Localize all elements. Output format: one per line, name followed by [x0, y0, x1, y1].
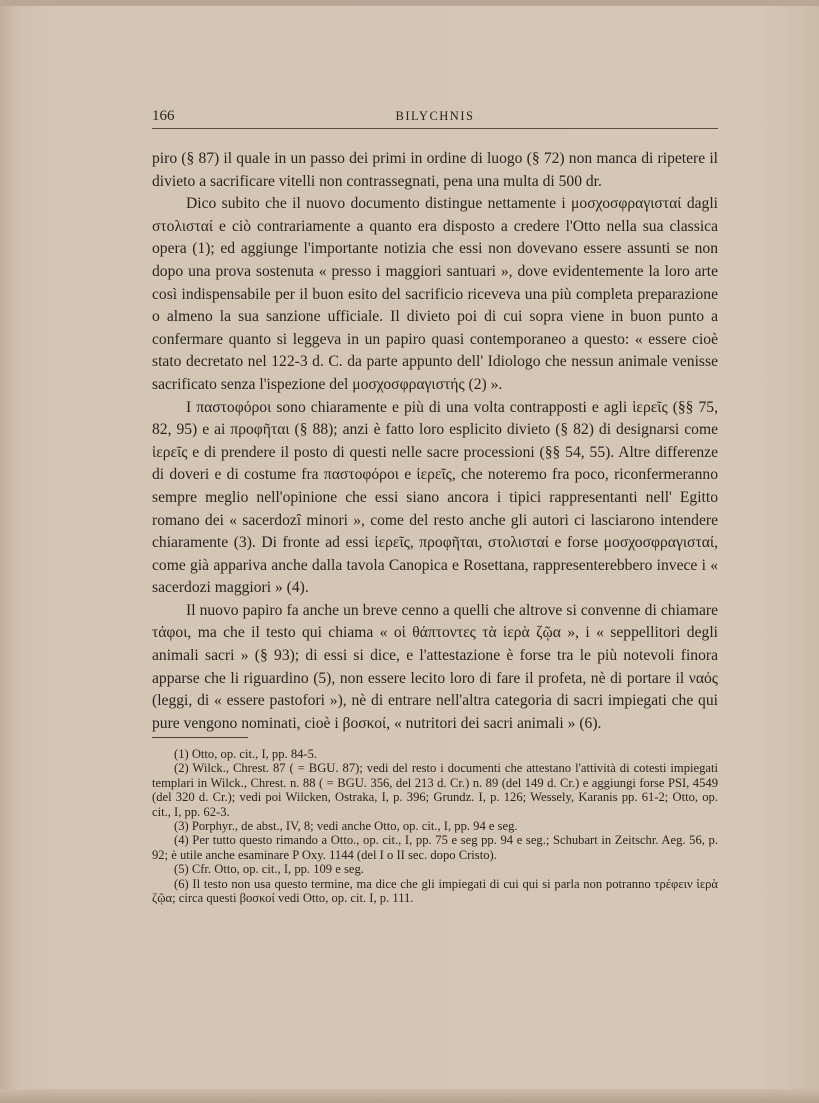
footnote-rule [152, 737, 248, 738]
paragraph-3: I παστοφόροι sono chiaramente e più di una volta contrapposti e agli ἱερεῖς (§§ 75, 82, 95) e ai προφῆται (§ 88); anzi è fatto loro esplicito divieto (§ 82) di designarsi come ἱερεῖς e di prendere il posto di questi nelle sacre processioni (§§ 54, 55). Altre differenze di doveri e di costume fra παστοφόροι e ἱερεῖς, che noteremo fra poco, riconfermeranno sempre meglio nell'opinione che essi siano ancora i tipici rappresentanti nell' Egitto romano dei « sacerdozî minori », come del resto anche gli autori ci lasciarono intendere chiaramente (3). Di fronte ad essi ἱερεῖς, προφῆται, στολισταί e forse μοσχοσφραγισταί, come già appariva anche dalla tavola Canopica e Rosettana, rappresenterebbero invece i « sacerdozi maggiori » (4). [152, 398, 718, 597]
page-number: 166 [152, 108, 175, 124]
paragraph-1: piro (§ 87) il quale in un passo dei primi in ordine di luogo (§ 72) non manca di ripetere il divieto a sacrificare vitelli non contrassegnati, pena una multa di 500 dr. [152, 150, 718, 190]
running-header [152, 108, 718, 128]
footnote-2: (2) Wilck., Chrest. 87 ( = BGU. 87); vedi del resto i documenti che attestano l'attività di cotesti impiegati templari in Wilck., Chrest. n. 88 ( = BGU. 356, del 213 d. Cr.) n. 89 (del 149 d. Cr.) e aggiungi forse PSI, 4549 (del 320 d. Cr.); vedi poi Wilcken, Ostraka, I, p. 396; Grundz. I, p. 126; Wessely, Karanis pp. 61-2; Otto, op. cit., I, pp. 62-3. [152, 761, 718, 819]
footnote-1: (1) Otto, op. cit., I, pp. 84-5. [174, 747, 318, 761]
footnotes [152, 747, 718, 905]
footnote-3: (3) Porphyr., de abst., IV, 8; vedi anche Otto, op. cit., I, pp. 94 e seg. [174, 819, 518, 834]
footnote-4: (4) Per tutto questo rimando a Otto., op. cit., I, pp. 75 e seg pp. 94 e seg.; Schubart in Zeitschr. Aeg. 56, p. 92; è utile anche esaminare P Oxy. 1144 (del I o II sec. dopo Cristo). [152, 833, 718, 862]
paragraph-4: Il nuovo papiro fa anche un breve cenno a quelli che altrove si convenne di chiamare τάφοι, ma che il testo qui chiama « οἱ θάπτοντες τὰ ἱερὰ ζῷα », i « seppellitori degli animali sacri » (§ 93); di essi si dice, e l'attestazione è forse tra le più notevoli finora apparse che li riguardino (5), non essere lecito loro di fare il profeta, nè di portare il ναός (leggi, di « essere pastofori »), nè di entrare nell'altra categoria di sacri impiegati che qui pure vengono nominati, cioè i βοσκοί, « nutritori dei sacri animali » (6). [152, 601, 718, 732]
footnote-5: (5) Cfr. Otto, op. cit., I, pp. 109 e seg. [174, 862, 364, 877]
running-title: BILYCHNIS [395, 109, 475, 123]
page-bottom-edge [0, 1089, 819, 1103]
body-text [152, 148, 718, 735]
footnote-6: (6) Il testo non usa questo termine, ma dice che gli impiegati di cui qui si parla non potranno τρέφειν ἱερὰ ζῷα; circa questi βοσκοί vedi Otto, op. cit. I, p. 111. [152, 876, 718, 906]
paragraph-2: Dico subito che il nuovo documento distingue nettamente i μοσχοσφραγισταί dagli στολισταί e ciò contrariamente a quanto era disposto a credere l'Otto nella sua classica opera (1); ed aggiunge l'importante notizia che essi non dovevano essere assunti se non dopo una prova sostenuta « presso i maggiori santuari », dove evidentemente la loro arte così indispensabile per il buon esito del sacrificio riceveva una più completa preparazione o almeno la sua sanzione ufficiale. Il divieto poi di cui sopra viene in buon punto a confermare quanto si leggeva in un papiro quasi contemporaneo a questo: « essere cioè stato decretato nel 122-3 d. C. da parte appunto dell' Idiologo che nessun animale venisse sacrificato senza l'ispezione del μοσχοσφραγιστής (2) ». [152, 195, 718, 393]
header-rule [152, 128, 718, 129]
page-top-edge [0, 0, 819, 6]
